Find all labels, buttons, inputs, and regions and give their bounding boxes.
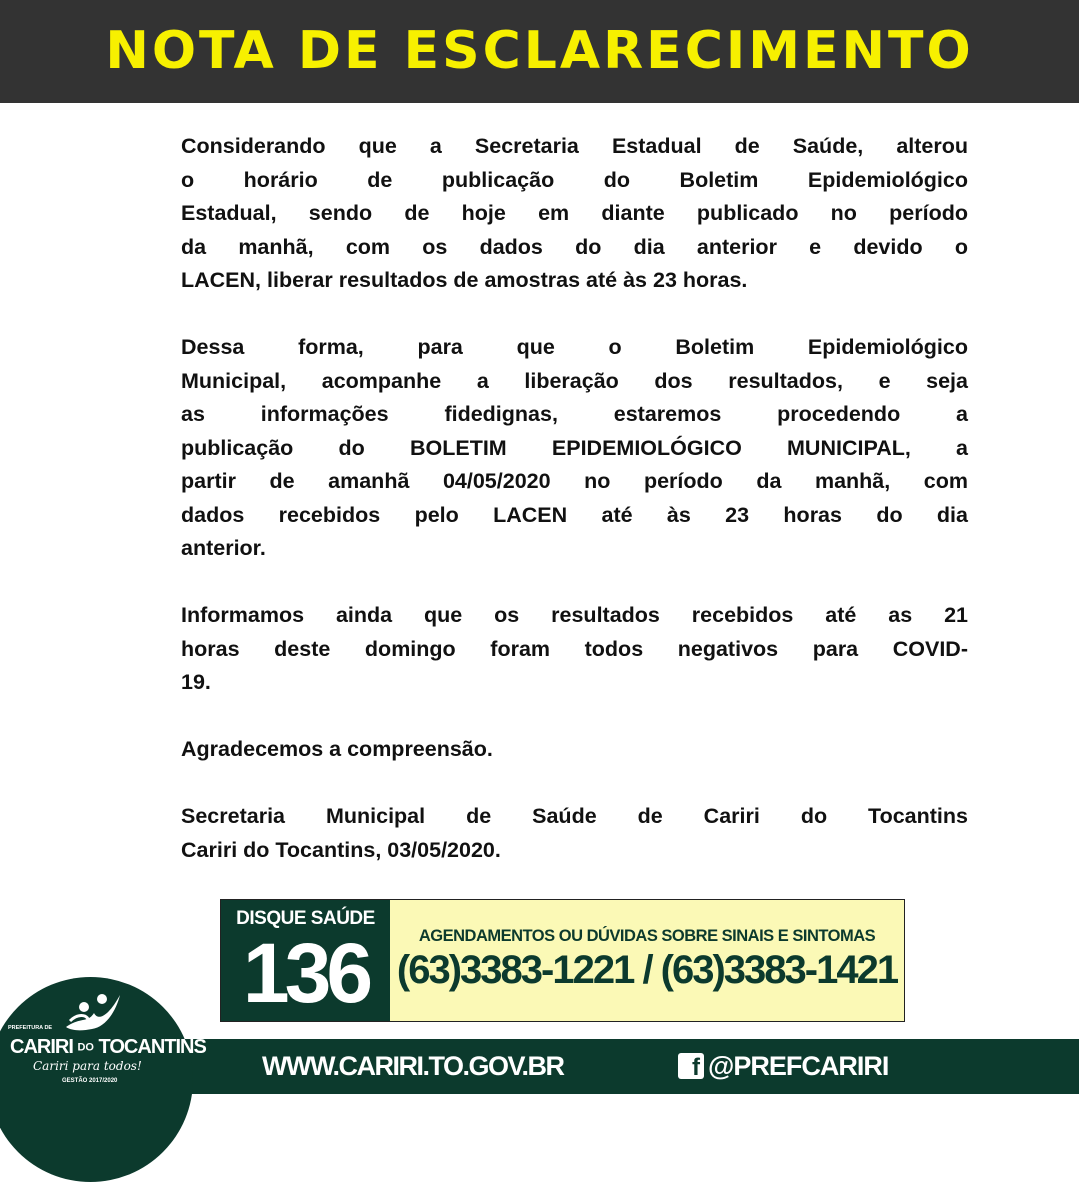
text-line: dados recebidos pelo LACEN até às 23 horas do dia [181,502,968,527]
text-line: Municipal, acompanhe a liberação dos resultados, e seja [181,368,968,393]
logo-slogan: Cariri para todos! [33,1059,142,1073]
logo-name [10,1036,206,1059]
text-line: publicação do BOLETIM EPIDEMIOLÓGICO MUNICIPAL, a [181,435,968,460]
text-line: horas deste domingo foram todos negativos para COVID- [181,636,968,661]
text-line: o horário de publicação do Boletim Epidemiológico [181,167,968,192]
text-line: Dessa forma, para que o Boletim Epidemiológico [181,335,968,359]
signature-block [181,800,968,867]
page-title: NOTA DE ESCLARECIMENTO [105,21,974,81]
text-line: partir de amanhã 04/05/2020 no período da manhã, com [181,469,968,493]
contact-panel [390,900,904,1021]
logo-name-small: DO [77,1041,94,1054]
contact-subtitle: AGENDAMENTOS OU DÚVIDAS SOBRE SINAIS E SINTOMAS [418,927,876,945]
website-link[interactable]: WWW.CARIRI.TO.GOV.BR [262,1051,564,1081]
logo-name-main: CARIRI [10,1036,73,1058]
text-line: as informações fidedignas, estaremos procedendo a [181,402,968,426]
text-line: Secretaria Municipal de Saúde de Cariri do Tocantins [181,804,968,828]
logo-prefix: PREFEITURA DE [8,1025,53,1031]
header-bar [0,0,1079,103]
text-line: Estadual, sendo de hoje em diante publicado no período [181,201,968,225]
text-line: Cariri do Tocantins, 03/05/2020. [181,837,501,862]
phone-numbers: (63)3383-1221 / (63)3383-1421 [396,948,898,992]
disque-saude-number: 136 [242,926,369,1020]
disque-saude-box [220,899,905,1022]
people-mark-icon [58,987,128,1039]
logo-gestao: GESTÃO 2017/2020 [62,1078,118,1084]
logo-name-end: TOCANTINS [98,1036,206,1058]
disque-saude-label: DISQUE SAÚDE [236,908,375,929]
text-line: 19. [181,670,211,694]
text-line: Informamos ainda que os resultados recebidos até as 21 [181,603,968,627]
paragraph-1 [181,130,968,298]
paragraph-4 [181,733,968,767]
text-line: Agradecemos a compreensão. [181,737,493,761]
text-line: LACEN, liberar resultados de amostras até às 23 horas. [181,268,748,292]
text-line: Considerando que a Secretaria Estadual de Saúde, alterou [181,134,968,158]
facebook-icon: f [678,1053,704,1079]
text-line: da manhã, com os dados do dia anterior e devido o [181,234,968,259]
social-handle[interactable]: @PREFCARIRI [708,1051,889,1081]
paragraph-2 [181,331,968,566]
text-line: anterior. [181,536,266,560]
disque-saude-panel [221,900,390,1021]
paragraph-3 [181,599,968,700]
notice-body [181,130,968,867]
